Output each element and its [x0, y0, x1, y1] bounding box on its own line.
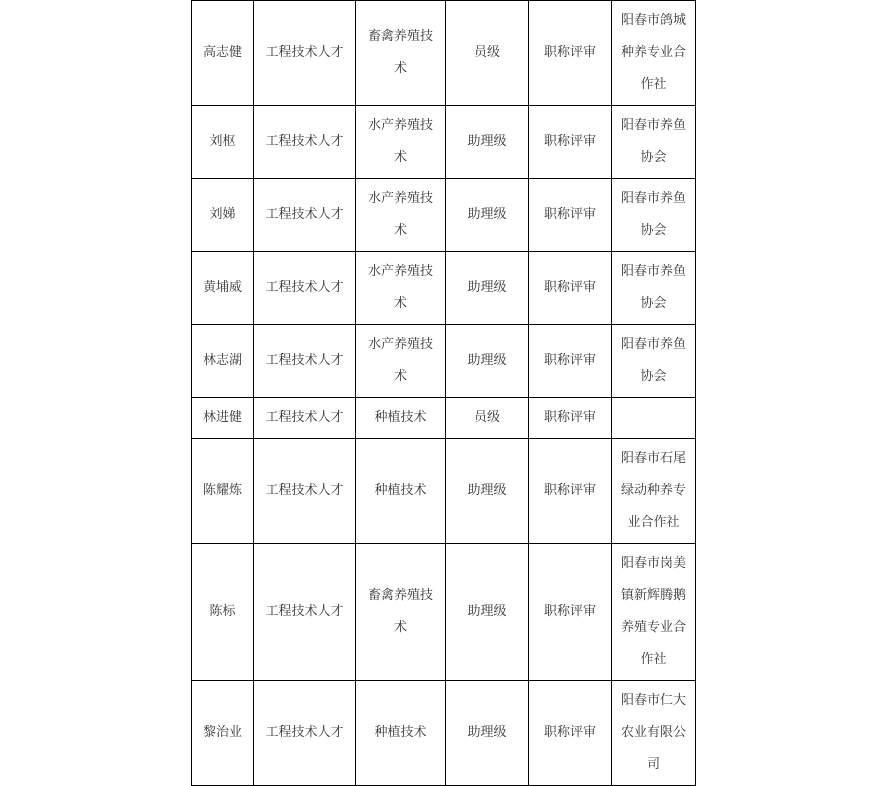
category-cell: 工程技术人才 [254, 544, 356, 681]
person-name-cell: 黄埔威 [192, 252, 254, 325]
organization-cell: 阳春市仁大农业有限公司 [612, 681, 696, 786]
table-row [192, 398, 696, 439]
method-cell: 职称评审 [529, 252, 612, 325]
table-row [192, 439, 696, 544]
specialty-cell: 种植技术 [356, 398, 446, 439]
person-name-cell: 刘娣 [192, 179, 254, 252]
category-cell: 工程技术人才 [254, 1, 356, 106]
person-name-cell: 刘枢 [192, 106, 254, 179]
category-cell: 工程技术人才 [254, 252, 356, 325]
category-cell: 工程技术人才 [254, 106, 356, 179]
organization-cell: 阳春市鸽城种养专业合作社 [612, 1, 696, 106]
method-cell: 职称评审 [529, 681, 612, 786]
method-cell: 职称评审 [529, 325, 612, 398]
organization-cell: 阳春市石尾绿动种养专业合作社 [612, 439, 696, 544]
organization-cell [612, 398, 696, 439]
table-row [192, 179, 696, 252]
level-cell: 助理级 [446, 439, 529, 544]
person-name-cell: 林志湖 [192, 325, 254, 398]
person-name-cell: 陈标 [192, 544, 254, 681]
table-row [192, 1, 696, 106]
level-cell: 助理级 [446, 179, 529, 252]
person-name-cell: 高志健 [192, 1, 254, 106]
table-row [192, 544, 696, 681]
category-cell: 工程技术人才 [254, 325, 356, 398]
specialty-cell: 水产养殖技术 [356, 325, 446, 398]
table-row [192, 681, 696, 786]
category-cell: 工程技术人才 [254, 179, 356, 252]
table-row [192, 325, 696, 398]
talent-table [191, 0, 696, 786]
method-cell: 职称评审 [529, 439, 612, 544]
specialty-cell: 种植技术 [356, 681, 446, 786]
level-cell: 助理级 [446, 681, 529, 786]
person-name-cell: 黎治业 [192, 681, 254, 786]
category-cell: 工程技术人才 [254, 681, 356, 786]
organization-cell: 阳春市养鱼协会 [612, 252, 696, 325]
organization-cell: 阳春市养鱼协会 [612, 179, 696, 252]
level-cell: 助理级 [446, 325, 529, 398]
table-row [192, 106, 696, 179]
level-cell: 员级 [446, 1, 529, 106]
person-name-cell: 陈耀炼 [192, 439, 254, 544]
category-cell: 工程技术人才 [254, 398, 356, 439]
table-row [192, 252, 696, 325]
organization-cell: 阳春市养鱼协会 [612, 325, 696, 398]
organization-cell: 阳春市岗美镇新辉腾鹅养殖专业合作社 [612, 544, 696, 681]
method-cell: 职称评审 [529, 398, 612, 439]
method-cell: 职称评审 [529, 179, 612, 252]
specialty-cell: 种植技术 [356, 439, 446, 544]
level-cell: 员级 [446, 398, 529, 439]
level-cell: 助理级 [446, 252, 529, 325]
person-name-cell: 林进健 [192, 398, 254, 439]
level-cell: 助理级 [446, 106, 529, 179]
organization-cell: 阳春市养鱼协会 [612, 106, 696, 179]
level-cell: 助理级 [446, 544, 529, 681]
specialty-cell: 水产养殖技术 [356, 106, 446, 179]
specialty-cell: 水产养殖技术 [356, 252, 446, 325]
method-cell: 职称评审 [529, 1, 612, 106]
method-cell: 职称评审 [529, 106, 612, 179]
category-cell: 工程技术人才 [254, 439, 356, 544]
specialty-cell: 畜禽养殖技术 [356, 544, 446, 681]
method-cell: 职称评审 [529, 544, 612, 681]
specialty-cell: 水产养殖技术 [356, 179, 446, 252]
specialty-cell: 畜禽养殖技术 [356, 1, 446, 106]
